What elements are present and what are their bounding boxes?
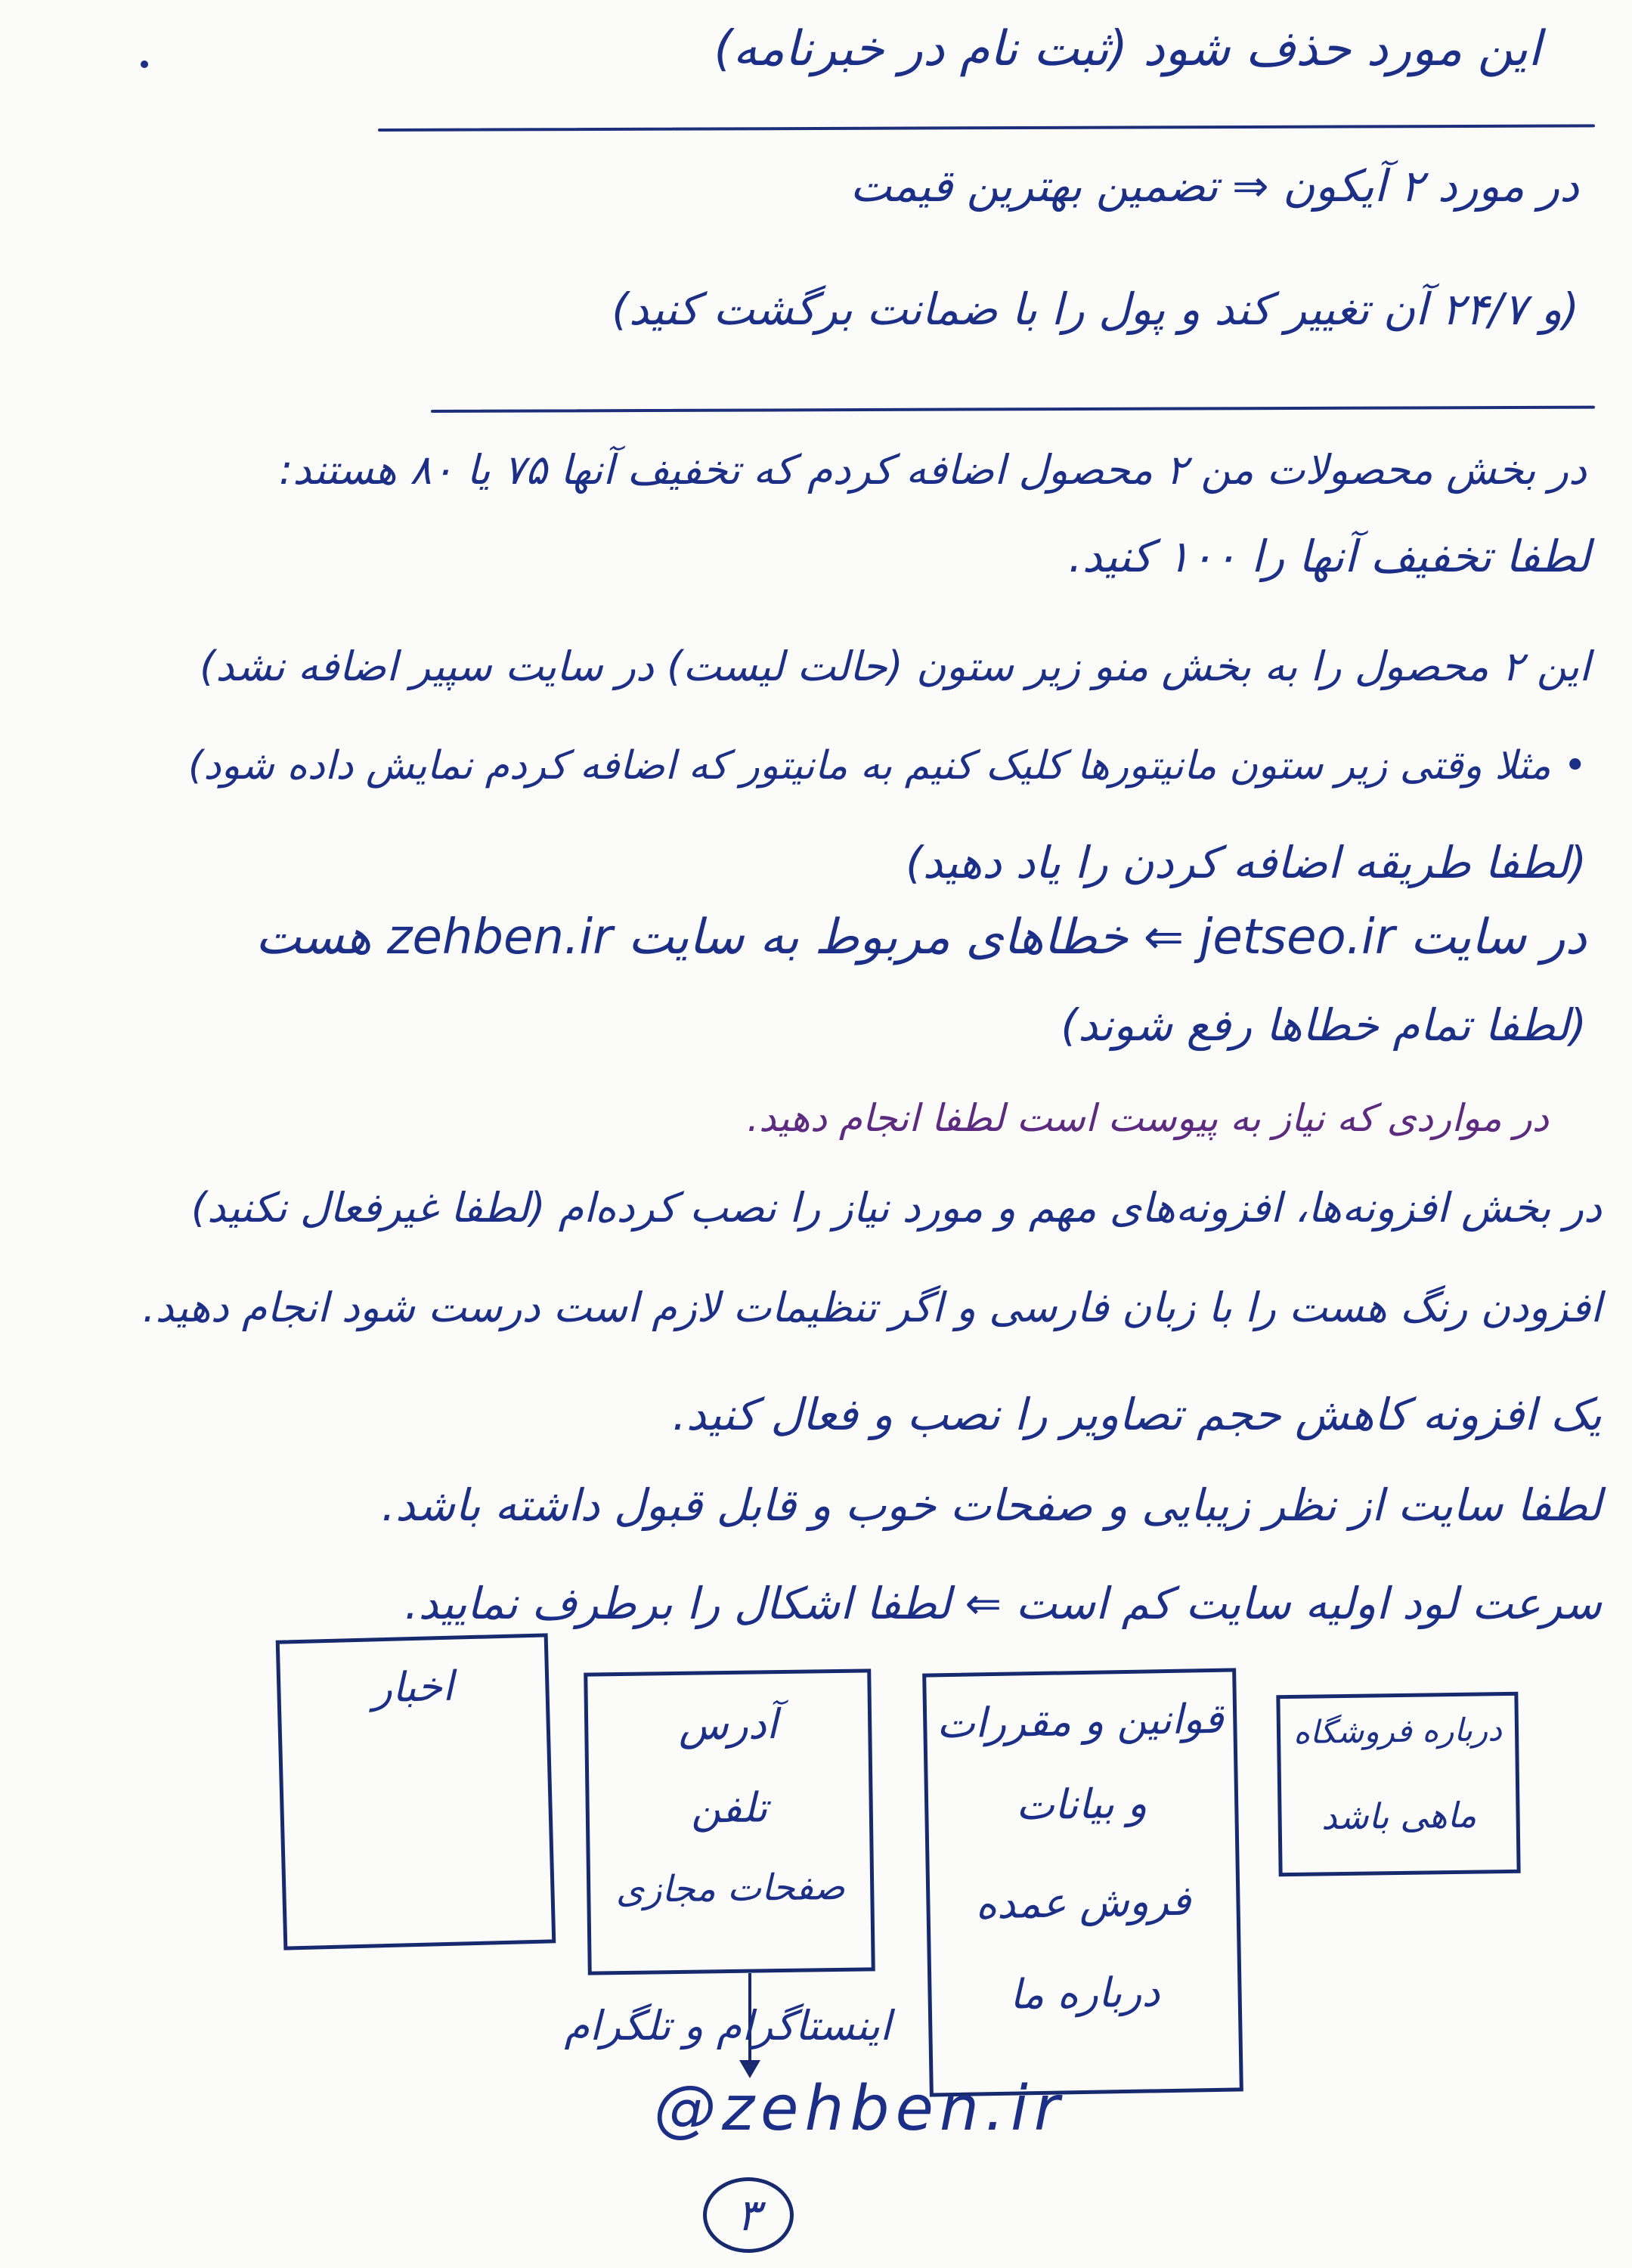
box-rules-line-4: درباره ما — [1009, 1968, 1160, 2019]
section2-line4: • مثلا وقتی زیر ستون مانیتورها کلیک کنیم به مانیتور که اضافه کردم نمایش داده شود) — [187, 743, 1587, 789]
section2-line1: در بخش محصولات من ۲ محصول اضافه کردم که تخفیف آنها ۷۵ یا ۸۰ هستند: — [279, 446, 1587, 494]
social-handle: @zehben.ir — [654, 2073, 1066, 2145]
ink-dot — [141, 60, 148, 68]
box-news — [276, 1633, 556, 1950]
box-news-line-1: اخبار — [371, 1662, 454, 1712]
box-rules — [922, 1668, 1243, 2096]
purple-note: در مواردی که نیاز به پیوست است لطفا انجام دهید. — [747, 1096, 1549, 1140]
section1-underline — [431, 406, 1595, 413]
section3-line2: افزودن رنگ هست را با زبان فارسی و اگر تنظیمات لازم است درست شود انجام دهید. — [142, 1284, 1602, 1331]
box-about-line-2: ماهی باشد — [1321, 1794, 1477, 1838]
title-underline — [378, 124, 1595, 132]
section3-line1: در بخش افزونه‌ها، افزونه‌های مهم و مورد نیاز را نصب کرده‌ام (لطفا غیرفعال نکنید) — [190, 1184, 1602, 1232]
section3-line4: لطفا سایت از نظر زیبایی و صفحات خوب و قابل قبول داشته باشد. — [381, 1479, 1602, 1531]
box-contact-line-3: صفحات مجازی — [615, 1865, 846, 1912]
section3-line5: سرعت لود اولیه سایت کم است ⇐ لطفا اشکال را برطرف نمایید. — [404, 1578, 1602, 1629]
section2-line3: این ۲ محصول را به بخش منو زیر ستون (حالت لیست) در سایت سپیر اضافه نشد) — [200, 643, 1590, 690]
box-rules-line-1: قوانین و مقررات — [936, 1694, 1225, 1748]
box-contact — [584, 1668, 875, 1975]
box-about-line-1: درباره فروشگاه — [1293, 1711, 1503, 1751]
box-rules-line-2: و بیانات — [1015, 1779, 1147, 1830]
section1-line1: در مورد ۲ آیکون ⇒ تضمین بهترین قیمت — [850, 160, 1579, 212]
box-contact-line-1: آدرس — [678, 1700, 779, 1749]
section3-line3: یک افزونه کاهش حجم تصاویر را نصب و فعال کنید. — [672, 1389, 1602, 1440]
section2-line2: لطفا تخفیف آنها را ۱۰۰ کنید. — [1068, 531, 1590, 582]
section1-line2: (و ۲۴/۷ آن تغییر کند و پول را با ضمانت برگشت کنید) — [612, 284, 1579, 335]
box-rules-line-3: فروش عمده — [974, 1876, 1191, 1929]
section2-line6: در سایت jetseo.ir ⇐ خطاهای مربوط به سایت zehben.ir هست — [255, 909, 1587, 965]
box-about — [1276, 1692, 1520, 1876]
page-title: این مورد حذف شود (ثبت نام در خبرنامه) — [714, 21, 1541, 77]
box-contact-line-2: تلفن — [690, 1783, 768, 1833]
section2-line7: (لطفا تمام خطاها رفع شوند) — [1061, 999, 1587, 1051]
section2-line5: (لطفا طریقه اضافه کردن را یاد دهید) — [906, 837, 1587, 888]
arrow-note: اینستاگرام و تلگرام — [564, 2002, 891, 2050]
page-number: ۳ — [703, 2177, 794, 2253]
